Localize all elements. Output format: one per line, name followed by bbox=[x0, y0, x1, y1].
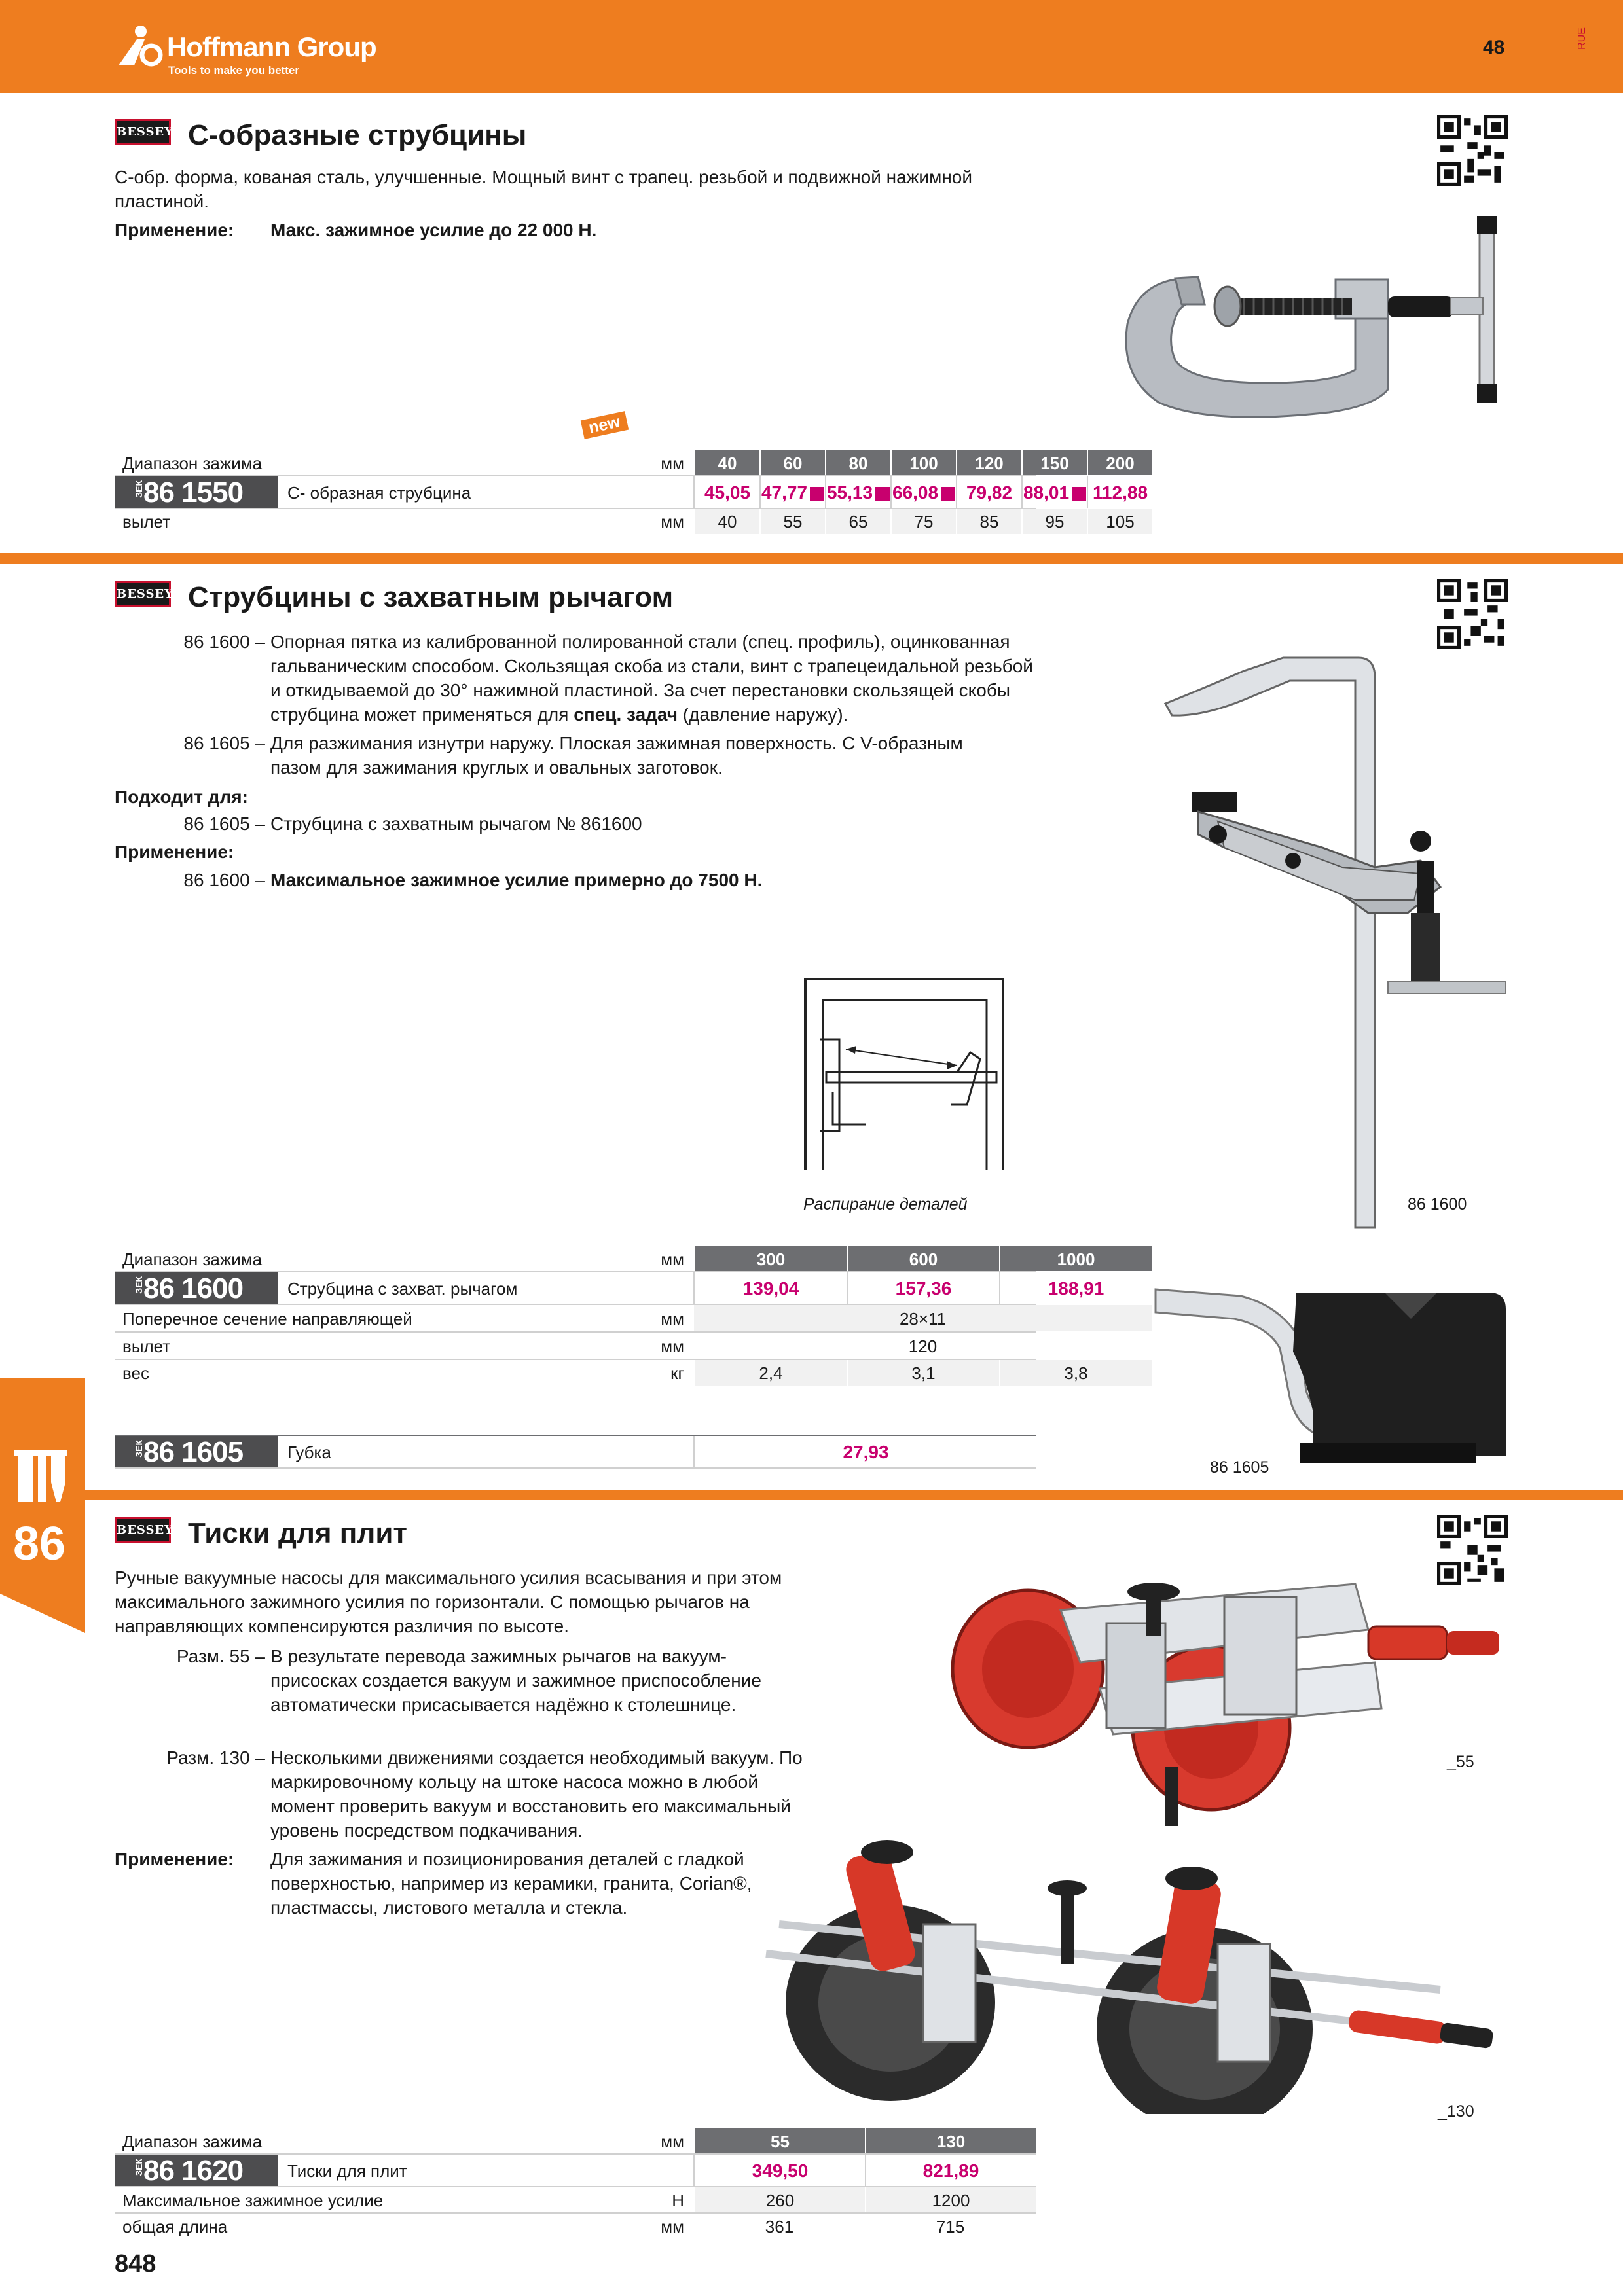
weight-value: 3,1 bbox=[847, 1360, 999, 1386]
range-column-header: 80 bbox=[825, 450, 890, 475]
plate-clamp-130-image bbox=[759, 1813, 1512, 2114]
chapter-tab[interactable] bbox=[0, 1378, 85, 1633]
range-unit: мм bbox=[661, 454, 684, 473]
plate-clamp-55-image bbox=[949, 1558, 1512, 1833]
section1-title: С-образные струбцины bbox=[188, 119, 527, 151]
price-cell: 349,50 bbox=[694, 2155, 865, 2186]
section2-title: Струбцины с захватным рычагом bbox=[188, 581, 674, 613]
size55-text: В результате перевода зажимных рычагов на вакуум-присосках создается вакуум и зажимное приспособление автоматически присасывается надёжно к столешнице. bbox=[270, 1646, 761, 1715]
item2-text: Для разжимания изнутри наружу. Плоская зажимная поверхность. С V-образным пазом для зажимания круглых и овальных заготовок. bbox=[270, 733, 963, 778]
max-force-label: Максимальное зажимное усилие bbox=[122, 2191, 384, 2210]
caption-861605: 86 1605 bbox=[1210, 1458, 1269, 1477]
table-lever-clamp bbox=[115, 1246, 1104, 1386]
price-cell: 112,88 bbox=[1087, 476, 1152, 508]
throat-value: 65 bbox=[825, 509, 890, 534]
range-column-header: 1000 bbox=[999, 1246, 1152, 1271]
section1-application-label: Применение: bbox=[115, 220, 234, 240]
section3-title: Тиски для плит bbox=[188, 1517, 407, 1549]
product-name: Струбцина с захват. рычагом bbox=[278, 1272, 694, 1304]
app-code: 86 1600 – bbox=[183, 870, 265, 890]
length-label: общая длина bbox=[122, 2217, 228, 2236]
article-number: 86 1605 bbox=[143, 1436, 244, 1468]
brand-name: Hoffmann Group bbox=[167, 31, 376, 62]
product-name: Тиски для плит bbox=[278, 2155, 694, 2186]
range-column-header: 600 bbox=[847, 1246, 999, 1271]
price-cell: 47,77 bbox=[759, 476, 825, 508]
price-cell: 45,05 bbox=[694, 476, 759, 508]
range-label: Диапазон зажима bbox=[122, 1249, 263, 1269]
price-cell: 188,91 bbox=[999, 1272, 1152, 1304]
caption-size55: _55 bbox=[1447, 1753, 1474, 1771]
price-cell: 157,36 bbox=[847, 1272, 999, 1304]
section3-application-label: Применение: bbox=[115, 1849, 234, 1869]
size130-text: Несколькими движениями создается необходимый вакуум. По маркировочному кольцу на штоке насоса можно в любой момент проверить вакуум и восстановить его максимальный уровень посредством подкачивания. bbox=[270, 1748, 803, 1840]
product-name: Губка bbox=[278, 1436, 694, 1467]
length-value: 715 bbox=[936, 2217, 965, 2236]
range-column-header: 100 bbox=[890, 450, 956, 475]
table-section-row bbox=[115, 1305, 1036, 1333]
article-prefix: ЗЕК bbox=[134, 480, 144, 498]
weight-value: 2,4 bbox=[694, 1360, 847, 1386]
table-plate-clamp bbox=[115, 2128, 1036, 2240]
throat-value: 85 bbox=[956, 509, 1021, 534]
article-prefix: ЗЕК bbox=[134, 2159, 144, 2176]
article-number: 86 1620 bbox=[143, 2155, 244, 2187]
article-number-block bbox=[115, 476, 278, 508]
caption-861600: 86 1600 bbox=[1408, 1195, 1467, 1213]
weight-unit: кг bbox=[670, 1363, 684, 1383]
spreading-diagram bbox=[800, 974, 1010, 1177]
throat-value: 105 bbox=[1087, 509, 1152, 534]
hoffmann-logo[interactable] bbox=[115, 17, 390, 82]
caption-size130: _130 bbox=[1438, 2102, 1474, 2121]
table-price-row[interactable] bbox=[115, 1436, 1036, 1469]
page-number: 848 bbox=[115, 2250, 156, 2278]
caption-spreading: Распирание деталей bbox=[803, 1195, 968, 1213]
range-label: Диапазон зажима bbox=[122, 2132, 263, 2151]
throat-value: 40 bbox=[694, 509, 759, 534]
range-column-header: 40 bbox=[694, 450, 759, 475]
article-number-block bbox=[115, 1436, 278, 1467]
header-language: RUE bbox=[1576, 27, 1588, 50]
rail-section-label: Поперечное сечение направляющей bbox=[122, 1309, 412, 1329]
throat-unit: мм bbox=[661, 1336, 684, 1356]
table-c-clamp bbox=[115, 450, 1148, 534]
range-column-header: 200 bbox=[1087, 450, 1152, 475]
page-header bbox=[0, 0, 1623, 93]
price-cell: 79,82 bbox=[956, 476, 1021, 508]
range-unit: мм bbox=[661, 1249, 684, 1269]
price-cell: 88,01 bbox=[1021, 476, 1087, 508]
lever-clamp-image bbox=[1159, 651, 1512, 1234]
range-column-header: 150 bbox=[1021, 450, 1087, 475]
article-prefix: ЗЕК bbox=[134, 1440, 144, 1458]
weight-label: вес bbox=[122, 1363, 149, 1383]
throat-label: вылет bbox=[122, 512, 171, 531]
range-column-header: 55 bbox=[694, 2128, 865, 2153]
length-value: 361 bbox=[765, 2217, 794, 2236]
article-number-block bbox=[115, 1272, 278, 1304]
length-unit: мм bbox=[661, 2217, 684, 2236]
price-cell: 139,04 bbox=[694, 1272, 847, 1304]
article-number: 86 1550 bbox=[143, 476, 244, 509]
section3-intro: Ручные вакуумные насосы для максимального усилия всасывания и при этом максимального зажимного усилия по горизонтали. С помощью рычагов на направляющих компенсируются различия по высоте. bbox=[115, 1568, 782, 1636]
throat-label: вылет bbox=[122, 1336, 171, 1356]
weight-value: 3,8 bbox=[999, 1360, 1152, 1386]
table-jaw bbox=[115, 1435, 1036, 1469]
bessey-logo: BESSEY bbox=[115, 1517, 171, 1543]
bessey-logo: BESSEY bbox=[115, 119, 171, 145]
price-cell: 66,08 bbox=[890, 476, 956, 508]
price-cell: 821,89 bbox=[865, 2155, 1036, 2186]
section-divider bbox=[0, 1490, 1623, 1500]
throat-unit: мм bbox=[661, 512, 684, 531]
table-length-row bbox=[115, 2214, 1036, 2240]
table-price-row[interactable] bbox=[115, 476, 1148, 509]
item1-text: Опорная пятка из калиброванной полированной стали (спец. профиль), оцинкованная гальваническим способом. Скользящая скоба из стали, винт с трапецеидальной резьбой и откидываемой до 30° нажимной пластиной. За счет перестановки скользящей скобы струбцина может применяться для спец. задач (давление наружу). bbox=[270, 632, 1033, 725]
price-cell: 27,93 bbox=[694, 1436, 1036, 1467]
price-cell: 55,13 bbox=[825, 476, 890, 508]
max-force-value: 1200 bbox=[865, 2187, 1036, 2212]
jaw-image bbox=[1149, 1280, 1509, 1473]
fits-code: 86 1605 – bbox=[183, 814, 265, 834]
range-column-header: 60 bbox=[759, 450, 825, 475]
article-number-block bbox=[115, 2155, 278, 2186]
new-badge: new bbox=[581, 411, 629, 439]
section1-application-text: Макс. зажимное усилие до 22 000 Н. bbox=[270, 220, 597, 240]
table-header-row bbox=[115, 1246, 1095, 1272]
table-force-row bbox=[115, 2187, 1036, 2214]
range-column-header: 300 bbox=[694, 1246, 847, 1271]
table-weight-row bbox=[115, 1360, 1088, 1386]
fits-label: Подходит для: bbox=[115, 787, 248, 807]
throat-value: 55 bbox=[759, 509, 825, 534]
brand-tagline: Tools to make you better bbox=[168, 64, 299, 77]
bessey-logo: BESSEY bbox=[115, 581, 171, 607]
throat-value: 120 bbox=[908, 1336, 938, 1356]
section-divider bbox=[0, 553, 1623, 564]
fits-text: Струбцина с захватным рычагом № 861600 bbox=[270, 814, 642, 834]
table-throat-row bbox=[115, 1333, 1036, 1360]
qr-code-icon[interactable] bbox=[1437, 115, 1508, 186]
max-force-unit: Н bbox=[672, 2191, 684, 2210]
table-price-row[interactable] bbox=[115, 1272, 1104, 1305]
range-unit: мм bbox=[661, 2132, 684, 2151]
table-header-row bbox=[115, 2128, 1036, 2155]
chapter-number: 86 bbox=[13, 1518, 66, 1570]
throat-value: 75 bbox=[890, 509, 956, 534]
size55-code: Разм. 55 – bbox=[176, 1646, 265, 1666]
section3-application-text: Для зажимания и позиционирования деталей с гладкой поверхностью, например из керамики, гранита, Corian®, пластмассы, листового металла и стекла. bbox=[270, 1849, 752, 1918]
item1-code: 86 1600 – bbox=[183, 632, 265, 652]
table-throat-row bbox=[115, 509, 1135, 534]
qr-code-icon[interactable] bbox=[1437, 579, 1508, 649]
range-label: Диапазон зажима bbox=[122, 454, 263, 473]
item2-code: 86 1605 – bbox=[183, 733, 265, 753]
special-price-marker-icon bbox=[1072, 487, 1086, 501]
table-header-row bbox=[115, 450, 1135, 476]
section1-description: С-обр. форма, кованая сталь, улучшенные. Мощный винт с трапец. резьбой и подвижной нажимной пластиной. bbox=[115, 167, 972, 211]
rail-section-unit: мм bbox=[661, 1309, 684, 1329]
size130-code: Разм. 130 – bbox=[166, 1748, 265, 1768]
section2-application-text: Максимальное зажимное усилие примерно до 7500 Н. bbox=[270, 870, 763, 890]
special-price-marker-icon bbox=[810, 487, 824, 501]
range-column-header: 130 bbox=[865, 2128, 1036, 2153]
product-name: С- образная струбцина bbox=[278, 476, 694, 508]
range-column-header: 120 bbox=[956, 450, 1021, 475]
article-prefix: ЗЕК bbox=[134, 1276, 144, 1294]
throat-value: 95 bbox=[1021, 509, 1087, 534]
special-price-marker-icon bbox=[941, 487, 955, 501]
section2-application-label: Применение: bbox=[115, 842, 234, 862]
c-clamp-image bbox=[1113, 206, 1532, 461]
header-page-ref: 48 bbox=[1483, 37, 1505, 58]
article-number: 86 1600 bbox=[143, 1272, 244, 1304]
rail-section-value: 28×11 bbox=[899, 1309, 947, 1329]
max-force-value: 260 bbox=[694, 2187, 865, 2212]
special-price-marker-icon bbox=[875, 487, 890, 501]
table-price-row[interactable] bbox=[115, 2155, 1036, 2187]
hoffmann-logo-icon bbox=[115, 22, 167, 69]
